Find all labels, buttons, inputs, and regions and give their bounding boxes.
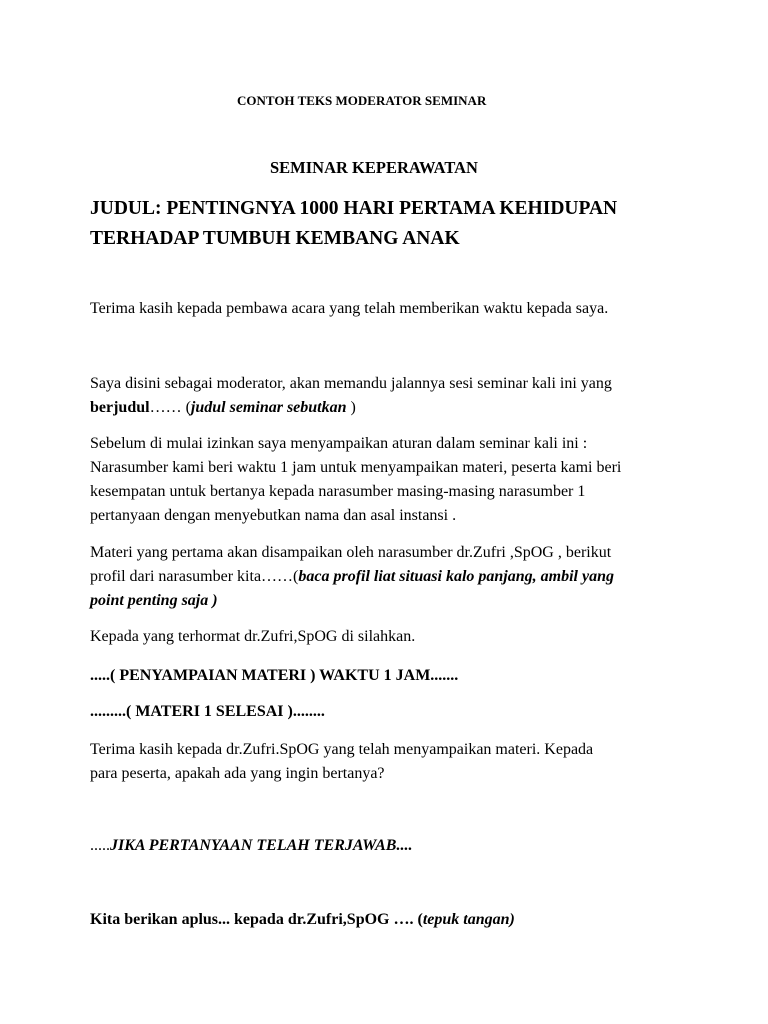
applause-instruction: tepuk tangan) [422,911,515,928]
first-material-line3: point penting saja ) [90,592,218,609]
rules-line3: kesempatan untuk bertanya kepada narasumber masing-masing narasumber 1 [90,483,586,500]
paragraph-material-finished: .........( MATERI 1 SELESAI )........ [90,703,325,720]
seminar-title-line2: TERHADAP TUMBUH KEMBANG ANAK [90,228,460,249]
seminar-title-line1: JUDUL: PENTINGNYA 1000 HARI PERTAMA KEHIDUPAN [90,198,618,219]
paragraph-first-material [90,541,690,613]
first-material-line1: Materi yang pertama akan disampaikan oleh narasumber dr.Zufri ,SpOG , berikut [90,544,612,561]
paragraph-rules [90,432,690,528]
document-heading: CONTOH TEKS MODERATOR SEMINAR [237,93,487,108]
paragraph-thanks: Terima kasih kepada pembawa acara yang telah memberikan waktu kepada saya. [90,300,609,317]
document-subheading: SEMINAR KEPERAWATAN [270,158,478,177]
moderator-intro-line1: Saya disini sebagai moderator, akan memandu jalannya sesi seminar kali ini yang [90,375,612,392]
leading-dots: ..... [90,837,110,854]
questions-answered-text: JIKA PERTANYAAN TELAH TERJAWAB.... [110,837,413,854]
qa-line2: para peserta, apakah ada yang ingin bertanya? [90,765,385,782]
applause-text: Kita berikan aplus... kepada dr.Zufri,SpOG …. ( [90,911,423,928]
title-instruction: judul seminar sebutkan [190,399,347,416]
paragraph-presentation-time: .....( PENYAMPAIAN MATERI ) WAKTU 1 JAM....... [90,667,459,684]
paragraph-questions-answered [90,834,690,858]
first-material-line2 [90,565,690,589]
dots-text: …… ( [149,399,191,416]
paragraph-qa [90,738,690,786]
paragraph-invitation: Kepada yang terhormat dr.Zufri,SpOG di silahkan. [90,628,416,645]
paragraph-moderator-intro [90,372,690,420]
profile-text: profil dari narasumber kita……( [90,568,299,585]
rules-line2: Narasumber kami beri waktu 1 jam untuk menyampaikan materi, peserta kami beri [90,459,622,476]
moderator-intro-line2 [90,396,690,420]
rules-line4: pertanyaan dengan menyebutkan nama dan asal instansi . [90,507,457,524]
close-paren: ) [346,399,356,416]
profile-instruction: baca profil liat situasi kalo panjang, ambil yang [298,568,614,585]
seminar-title [90,194,690,254]
qa-line1: Terima kasih kepada dr.Zufri.SpOG yang telah menyampaikan materi. Kepada [90,741,594,758]
rules-line1: Sebelum di mulai izinkan saya menyampaikan aturan dalam seminar kali ini : [90,435,588,452]
paragraph-applause [90,908,690,932]
berjudul-label: berjudul [90,399,150,416]
